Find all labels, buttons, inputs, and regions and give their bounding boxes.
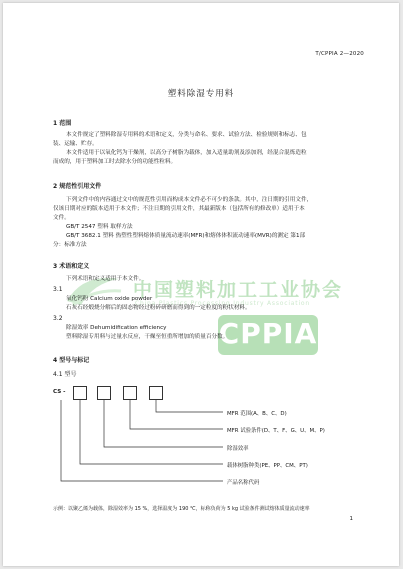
- subsection-4-1-heading: 4.1 型号: [53, 371, 77, 378]
- reference-gbt-3682-line-2: 分：标准方法: [53, 242, 87, 248]
- scope-paragraph-1-line-1: 本文件规定了塑料除湿专用料的术语和定义，分类与命名、要求、试验方法、检验规则和标志、包: [66, 132, 307, 138]
- label-product-code: 产品名称代码: [227, 480, 260, 486]
- section-2-heading: 2 规范性引用文件: [53, 183, 102, 190]
- term-3-2-definition: 塑料除湿专用料与过量水反应，干燥至恒重所增加的质量百分数。: [66, 334, 229, 340]
- scope-paragraph-2-line-2: 而成的，用于塑料加工时去除水分的功能性粒料。: [53, 159, 177, 165]
- section-3-heading: 3 术语和定义: [53, 263, 90, 270]
- line-dehumidification: [104, 400, 223, 447]
- line-mfr-range: [156, 400, 223, 412]
- scope-paragraph-1-line-2: 装、运输、贮存。: [53, 141, 98, 147]
- section-4-heading: 4 型号与标记: [53, 357, 90, 364]
- page-title: 塑料除湿专用料: [167, 89, 235, 99]
- watermark-english-text: China Plastics Processing Industry Association: [135, 300, 310, 307]
- label-mfr-range: MFR 范围(A、B、C、D): [227, 411, 287, 417]
- refs-paragraph-line-2: 仅该日期对应的版本适用于本文件；不注日期的引用文件，其最新版本（包括所有的修改单）适用于本: [53, 206, 305, 212]
- watermark-cppia-text: CPPIA: [218, 317, 318, 350]
- label-mfr-condition: MFR 试验条件(D、T、F、G、U、M、P): [227, 428, 325, 434]
- model-prefix: CS -: [53, 389, 66, 395]
- term-3-1-definition: 石灰石经煅烧分解后的固态物经过粉碎研磨而得到的一定粒度的粉状材料。: [66, 305, 251, 311]
- section-1-heading: 1 范围: [53, 120, 72, 127]
- term-3-2-number: 3.2: [53, 315, 63, 322]
- line-carrier-resin: [80, 400, 223, 464]
- label-carrier-resin: 载体树脂种类(PE、PP、CM、PT): [227, 463, 308, 469]
- term-3-1-number: 3.1: [53, 286, 63, 293]
- example-text: 示例：以聚乙烯为载体，除湿效率为 15 %，选择温度为 190 ℃，标称负荷为 5 kg 试验条件测试熔体质量流动速率: [53, 506, 310, 512]
- reference-gbt-3682-line-1: GB/T 3682.1 塑料 热塑性塑料熔体质量流动速率(MFR)和熔体体积流动速率(MVR)的测定 第1部: [66, 233, 306, 239]
- document-page: [3, 3, 399, 566]
- terms-intro: 下列术语和定义适用于本文件。: [66, 276, 145, 282]
- refs-paragraph-line-1: 下列文件中的内容通过文中的规范性引用而构成本文件必不可少的条款。其中，注日期的引用文件，: [66, 197, 313, 203]
- page-number: 1: [349, 516, 353, 522]
- reference-gbt-2547: GB/T 2547 塑料 取样方法: [66, 224, 133, 230]
- refs-paragraph-line-3: 文件。: [53, 215, 70, 221]
- watermark-text: 中国塑料加工工业协会: [133, 279, 344, 301]
- term-3-1-name: 氧化钙粉 Calcium oxide powder: [66, 296, 153, 302]
- model-diagram-lines: [3, 3, 399, 566]
- scope-paragraph-2-line-1: 本文件适用于以氧化钙为干燥剂，以高分子树脂为载体，加入适量助剂及添加剂，经混合混炼造粒: [66, 150, 307, 156]
- line-mfr-condition: [130, 400, 223, 429]
- document-id: T/CPPIA 2—2020: [315, 51, 364, 57]
- label-dehumidification: 除湿效率: [227, 446, 249, 452]
- term-3-2-name: 除湿效率 Dehumidification efficiency: [66, 325, 167, 331]
